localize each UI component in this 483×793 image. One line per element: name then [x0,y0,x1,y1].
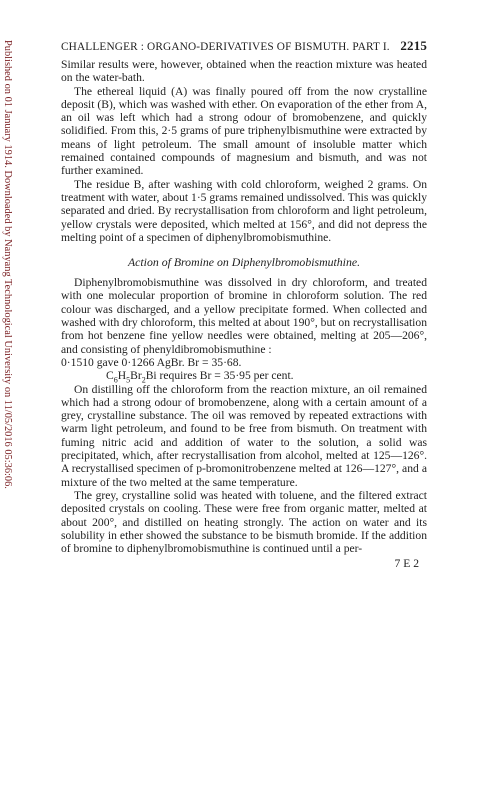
download-watermark [1,40,15,600]
formula-rest: Bi requires Br = 35·95 per cent. [145,369,294,383]
analysis-line: 0·1510 gave 0·1266 AgBr. Br = 35·68. [61,355,242,369]
page-number: 2215 [400,38,427,53]
paragraph-1: Similar results were, however, obtained when the reaction mixture was heated on the water-bath. [61,58,427,85]
paragraph-3: The residue B, after washing with cold chloroform, weighed 2 grams. On treatment with water, about 1·5 grams remained undissolved. This was quickly separated and dried. By recrystallisation from chloroform and light petroleum, yellow crystals were deposited, which melted at 156°, and did not depress the melting point of a specimen of diphenylbromobismuthine. [61,177,427,244]
formula-carbon-count: 6 [113,375,118,385]
formula-carbon: C [106,369,114,383]
signature-mark: 7 E 2 [394,557,419,571]
paragraph-4: Diphenylbromobismuthine was dissolved in dry chloroform, and treated with one molecular proportion of bromine in chloroform solution. The red colour was discharged, and a yellow precipitate formed. When collected and washed with dry chloroform, this melted at about 190°, but on recrystallisation from hot benzene fine yellow needles were obtained, melting at 205—206°, and consisting of phenyldibromobismuthine : [61,276,427,356]
paragraph-2: The ethereal liquid (A) was finally poured off from the now crystalline deposit (B), which was washed with ether. On evaporation of the ether from A, an oil was left which had a strong odour of bromobenzene, and quickly solidified. From this, 2·5 grams of pure triphenylbismuthine were extracted by means of light petroleum. The small amount of insoluble matter which remained contained compounds of magnesium and bismuth, and was not further examined. [61,84,427,178]
running-header [61,38,427,54]
paragraph-6: The grey, crystalline solid was heated with toluene, and the filtered extract deposited crystals on cooling. These were free from organic matter, melted at about 200°, and distilled on heating strongly. The action on water and its solubility in ether showed the substance to be bismuth bromide. If the addition of bromine to diphenylbromobismuthine is continued until a per- [61,488,427,556]
formula-bromine-count: 2 [141,375,146,385]
journal-page [61,38,427,571]
formula-hydrogen: H [117,369,127,383]
running-title: CHALLENGER : ORGANO-DERIVATIVES OF BISMUTH. PART I. [61,41,390,53]
download-watermark-text: Published on 01 January 1914. Downloaded by Nanyang Technological University on 11/05/2016 05:36:06. [2,40,13,489]
formula-bromine: Br [130,369,142,383]
formula-hydrogen-count: 5 [126,375,131,385]
formula-line [61,369,427,385]
section-heading: Action of Bromine on Diphenylbromobismuthine. [127,255,361,270]
paragraph-5: On distilling off the chloroform from the reaction mixture, an oil remained which had a strong odour of bromobenzene, along with a certain amount of a grey, crystalline substance. The oil was removed by repeated extractions with warm light petroleum, and found to be free from bismuth. On treatment with fuming nitric acid and addition of water to the solution, a solid was precipitated, which, after recrystallisation from alcohol, melted at 125—126°. A recrystallised specimen of p-bromonitrobenzene melted at 126—127°, and a mixture of the two melted at the same temperature. [61,382,427,489]
